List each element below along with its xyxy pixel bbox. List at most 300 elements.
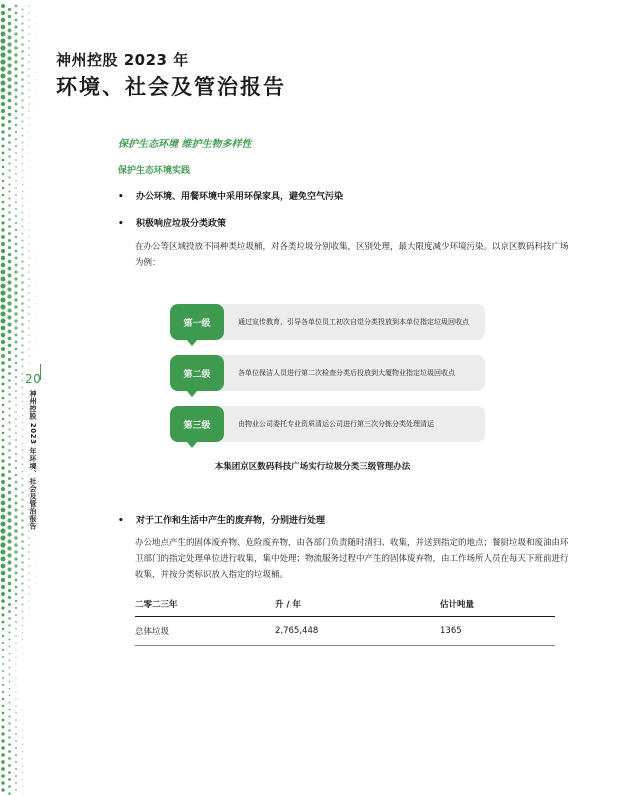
decorative-dot xyxy=(14,529,17,532)
decorative-dot xyxy=(2,152,5,155)
decorative-dot xyxy=(35,324,36,325)
decorative-dot xyxy=(14,326,17,329)
decorative-dot xyxy=(15,439,17,441)
decorative-dot xyxy=(35,282,36,283)
decorative-dot xyxy=(9,191,11,193)
decorative-dot xyxy=(15,362,17,364)
bullet-dot: • xyxy=(118,192,124,202)
decorative-dot xyxy=(1,592,5,596)
decorative-dot xyxy=(15,425,17,427)
decorative-dot xyxy=(35,30,36,31)
decorative-dot xyxy=(9,415,11,417)
decorative-dot xyxy=(28,607,29,608)
decorative-dot xyxy=(1,753,5,757)
decorative-dot xyxy=(29,160,30,161)
decorative-dot xyxy=(2,712,5,715)
table-header: 二零二三年 xyxy=(135,592,275,617)
decorative-dot xyxy=(29,174,30,175)
decorative-dot xyxy=(22,191,23,192)
decorative-dot xyxy=(15,474,17,476)
decorative-dot xyxy=(0,521,5,526)
decorative-dot xyxy=(21,533,24,536)
decorative-dot xyxy=(22,646,23,647)
decorative-dot xyxy=(2,383,5,386)
decorative-dot xyxy=(14,522,17,525)
decorative-dot xyxy=(1,739,4,742)
decorative-dot xyxy=(2,418,4,420)
decorative-dot xyxy=(28,348,29,349)
decorative-dot xyxy=(8,505,12,509)
decorative-dot xyxy=(8,197,10,199)
decorative-dot xyxy=(14,508,17,511)
decorative-dot xyxy=(15,348,18,351)
decorative-dot xyxy=(1,599,5,603)
decorative-dot xyxy=(2,628,4,630)
decorative-dot xyxy=(28,26,30,28)
decorative-dot xyxy=(9,639,11,641)
decorative-dot xyxy=(1,347,5,351)
section-heading: 保护生态环境 维护生物多样性 xyxy=(118,139,252,150)
decorative-dot xyxy=(22,366,24,368)
decorative-dot xyxy=(8,211,10,213)
decorative-dot xyxy=(21,43,24,46)
decorative-dot xyxy=(1,473,5,477)
decorative-dot xyxy=(2,208,5,211)
decorative-dot xyxy=(2,635,4,637)
decorative-dot xyxy=(1,487,5,491)
decorative-dot xyxy=(15,607,17,609)
bullet-text: 对于工作和生活中产生的废弃物，分别进行处理 xyxy=(136,516,326,526)
decorative-dot xyxy=(28,229,29,230)
decorative-dot xyxy=(8,589,11,592)
decorative-dot xyxy=(15,166,17,168)
decorative-dot xyxy=(1,109,5,113)
decorative-dot xyxy=(21,99,23,101)
decorative-dot xyxy=(1,88,6,93)
decorative-dot xyxy=(22,597,24,599)
decorative-dot xyxy=(22,163,23,164)
decorative-dot xyxy=(1,256,5,260)
decorative-dot xyxy=(8,386,10,388)
paragraph: 在办公等区域投放不同种类垃圾桶，对各类垃圾分别收集，区别处理，最大限度减少环境污染。以京区数码科技广场为例： xyxy=(135,242,569,268)
decorative-dot xyxy=(15,628,17,630)
decorative-dot xyxy=(21,547,24,550)
decorative-dot xyxy=(14,564,17,567)
decorative-dot xyxy=(1,123,5,127)
decorative-dot xyxy=(1,333,6,338)
decorative-dot xyxy=(8,22,12,26)
decorative-dot xyxy=(28,103,29,104)
decorative-dot xyxy=(22,751,23,752)
decorative-dot xyxy=(15,614,17,616)
decorative-dot xyxy=(28,68,30,70)
flow-step-tail xyxy=(186,441,198,448)
decorative-dot xyxy=(21,568,23,570)
decorative-dot xyxy=(29,195,30,196)
decorative-dot xyxy=(15,789,17,791)
decorative-dot xyxy=(16,671,17,672)
decorative-dot xyxy=(22,653,23,654)
decorative-dot xyxy=(15,12,18,15)
decorative-dot xyxy=(8,8,11,11)
decorative-dot xyxy=(8,15,12,19)
decorative-dot xyxy=(8,603,11,606)
decorative-dot xyxy=(8,484,11,487)
decorative-dot xyxy=(15,390,17,392)
decorative-dot xyxy=(29,622,30,623)
decorative-dot xyxy=(9,177,11,179)
decorative-dot xyxy=(1,571,6,576)
decorative-dot xyxy=(8,477,11,480)
decorative-dot xyxy=(21,302,24,305)
decorative-dot xyxy=(9,170,11,172)
decorative-dot xyxy=(1,760,5,764)
decorative-dot xyxy=(15,635,16,636)
decorative-dot xyxy=(9,632,11,634)
decorative-dot xyxy=(15,173,17,175)
decorative-dot xyxy=(1,732,4,735)
decorative-dot xyxy=(7,553,11,557)
decorative-dot xyxy=(1,354,5,358)
decorative-dot xyxy=(14,333,17,336)
decorative-dot xyxy=(15,698,16,699)
decorative-dot xyxy=(15,705,16,706)
decorative-dot xyxy=(15,376,17,378)
decorative-dot xyxy=(15,600,17,602)
decorative-dot xyxy=(22,730,23,731)
decorative-dot xyxy=(28,565,30,567)
decorative-dot xyxy=(16,664,17,665)
decorative-dot xyxy=(35,310,36,311)
decorative-dot xyxy=(1,788,4,791)
decorative-dot xyxy=(15,418,17,420)
decorative-dot xyxy=(9,674,10,675)
decorative-dot xyxy=(8,113,11,116)
decorative-dot xyxy=(14,32,17,35)
decorative-dot xyxy=(15,194,17,196)
decorative-dot xyxy=(29,188,30,189)
decorative-dot xyxy=(15,250,18,253)
decorative-dot xyxy=(28,222,29,223)
decorative-dot xyxy=(15,187,17,189)
decorative-dot xyxy=(21,337,23,339)
decorative-dot xyxy=(15,495,18,498)
decorative-dot xyxy=(2,446,5,449)
decorative-dot xyxy=(15,579,18,582)
decorative-dot xyxy=(35,569,36,570)
decorative-dot xyxy=(15,159,17,161)
decorative-dot xyxy=(7,518,11,522)
decorative-dot xyxy=(22,450,23,451)
decorative-dot xyxy=(14,571,17,574)
decorative-dot xyxy=(22,240,24,242)
decorative-dot xyxy=(28,306,30,308)
decorative-dot xyxy=(2,173,4,175)
decorative-dot xyxy=(35,65,36,66)
decorative-dot xyxy=(1,130,4,133)
decorative-dot xyxy=(22,793,23,794)
decorative-dot xyxy=(28,138,29,139)
decorative-dot xyxy=(15,656,16,657)
decorative-dot xyxy=(35,72,36,73)
decorative-dot xyxy=(21,22,23,24)
decorative-dot xyxy=(15,712,16,713)
decorative-dot xyxy=(8,253,12,257)
decorative-dot xyxy=(8,617,10,619)
decorative-dot xyxy=(8,750,11,753)
decorative-dot xyxy=(28,257,29,258)
bullet-item xyxy=(118,216,226,229)
decorative-dot xyxy=(28,579,29,580)
paragraph: 办公地点产生的固体废弃物、危险废弃物，由各部门负责随时清扫、收集，并送到指定的地点；餐厨垃圾和废油由环卫部门的指定处理单位进行收集，集中处理；物流服务过程中产生的固体废弃物，由工作场所人员在每天下班前进行收集，并按分类标识放入指定的垃圾桶。 xyxy=(135,538,569,580)
decorative-dot xyxy=(1,235,5,239)
decorative-dot xyxy=(2,621,5,624)
decorative-dot xyxy=(14,291,17,294)
decorative-dot xyxy=(1,515,6,520)
decorative-dot xyxy=(21,344,23,346)
decorative-dot xyxy=(21,589,23,591)
decorative-dot xyxy=(7,77,11,81)
decorative-dot xyxy=(21,512,23,514)
decorative-dot xyxy=(15,208,17,210)
decorative-dot xyxy=(14,46,17,49)
decorative-dot xyxy=(8,407,10,409)
decorative-dot xyxy=(28,124,29,125)
decorative-dot xyxy=(1,564,6,569)
decorative-dot xyxy=(8,239,11,242)
decorative-dot xyxy=(35,345,36,346)
flow-step-tag xyxy=(170,406,224,442)
decorative-dot xyxy=(22,121,24,123)
decorative-dot xyxy=(9,681,10,682)
decorative-dot xyxy=(1,116,5,120)
decorative-dot xyxy=(22,415,23,416)
decorative-dot xyxy=(21,519,24,522)
decorative-dot xyxy=(7,322,11,326)
decorative-dot xyxy=(35,79,36,80)
decorative-dot xyxy=(2,719,5,722)
decorative-dot xyxy=(15,432,17,434)
decorative-dot xyxy=(1,480,5,484)
decorative-dot xyxy=(14,263,17,266)
decorative-dot xyxy=(35,555,36,556)
decorative-dot xyxy=(0,66,5,71)
waste-table xyxy=(135,592,555,646)
decorative-dot xyxy=(28,264,30,266)
decorative-dot xyxy=(29,181,30,182)
decorative-dot xyxy=(28,236,29,237)
decorative-dot xyxy=(28,47,30,49)
decorative-dot xyxy=(28,292,30,294)
decorative-dot xyxy=(8,232,11,235)
decorative-dot xyxy=(9,702,11,704)
decorative-dot xyxy=(15,411,17,413)
decorative-dot xyxy=(2,684,4,686)
decorative-dot xyxy=(1,319,6,324)
decorative-dot xyxy=(28,82,30,84)
decorative-dot xyxy=(7,308,11,312)
decorative-dot xyxy=(35,58,36,59)
decorative-dot xyxy=(22,758,23,759)
decorative-dot xyxy=(22,737,23,738)
decorative-dot xyxy=(8,379,11,382)
decorative-dot xyxy=(1,228,4,231)
decorative-dot xyxy=(28,320,30,322)
decorative-dot xyxy=(14,270,17,273)
decorative-dot xyxy=(15,733,17,735)
decorative-dot xyxy=(1,585,5,589)
decorative-dot xyxy=(21,71,24,74)
decorative-dot xyxy=(1,361,5,365)
decorative-dot xyxy=(8,92,12,96)
decorative-dot xyxy=(9,653,11,655)
decorative-dot xyxy=(22,779,23,780)
flow-step xyxy=(170,355,485,391)
decorative-dot xyxy=(1,501,6,506)
decorative-dot xyxy=(15,152,17,154)
decorative-dot xyxy=(21,64,24,67)
decorative-dot xyxy=(22,443,23,444)
decorative-dot xyxy=(28,551,30,553)
decorative-dot xyxy=(8,127,11,130)
decorative-dot xyxy=(22,716,23,717)
decorative-dot xyxy=(35,338,36,339)
decorative-dot xyxy=(8,141,11,144)
flow-step-text: 各单位保洁人员进行第二次检查分类后投放到大厦物业指定垃圾回收点 xyxy=(238,368,455,377)
decorative-dot xyxy=(2,390,5,393)
decorative-dot xyxy=(28,530,30,532)
decorative-dot-pattern xyxy=(0,0,50,795)
flow-step-tag xyxy=(170,304,224,340)
decorative-dot xyxy=(2,404,4,406)
decorative-dot xyxy=(15,369,17,371)
flow-step-tail xyxy=(186,339,198,346)
decorative-dot xyxy=(2,691,4,693)
decorative-dot xyxy=(22,9,24,11)
decorative-dot xyxy=(8,29,12,33)
decorative-dot xyxy=(21,540,24,543)
decorative-dot xyxy=(28,61,30,63)
decorative-dot xyxy=(15,642,16,643)
decorative-dot xyxy=(21,15,23,17)
decorative-dot xyxy=(15,719,17,721)
decorative-dot xyxy=(1,81,6,86)
decorative-dot xyxy=(8,148,10,150)
decorative-dot xyxy=(15,383,17,385)
decorative-dot xyxy=(14,501,17,504)
decorative-dot xyxy=(21,316,24,319)
decorative-dot xyxy=(2,656,4,658)
decorative-dot xyxy=(14,312,17,315)
decorative-dot xyxy=(15,782,17,784)
decorative-dot xyxy=(1,606,4,609)
flow-step-tag-label: 第三级 xyxy=(183,420,211,431)
decorative-dot xyxy=(1,494,5,498)
decorative-dot xyxy=(28,19,30,21)
decorative-dot xyxy=(28,75,30,77)
bullet-dot: • xyxy=(118,516,124,526)
decorative-dot xyxy=(15,691,16,692)
decorative-dot xyxy=(7,287,11,291)
decorative-dot xyxy=(35,548,36,549)
decorative-dot xyxy=(2,397,5,400)
decorative-dot xyxy=(2,425,4,427)
decorative-dot xyxy=(2,642,4,644)
decorative-dot xyxy=(8,442,10,444)
decorative-dot xyxy=(22,639,23,640)
table-cell: 总体垃圾 xyxy=(135,617,275,646)
decorative-dot xyxy=(15,481,18,484)
decorative-dot xyxy=(16,678,17,679)
decorative-dot xyxy=(2,166,4,168)
decorative-dot xyxy=(2,698,4,700)
decorative-dot xyxy=(8,337,12,341)
decorative-dot xyxy=(8,596,11,599)
decorative-dot xyxy=(35,23,36,24)
table-header: 升 / 年 xyxy=(275,592,440,617)
decorative-dot xyxy=(8,491,12,495)
decorative-dot xyxy=(28,117,29,118)
decorative-dot xyxy=(15,243,18,246)
decorative-dot xyxy=(8,204,10,206)
decorative-dot xyxy=(28,33,30,35)
decorative-dot xyxy=(9,688,11,690)
decorative-dot xyxy=(29,209,30,210)
bullet-text: 办公环境、用餐环境中采用环保家具，避免空气污染 xyxy=(136,192,344,202)
decorative-dot xyxy=(8,449,10,451)
decorative-dot xyxy=(22,485,24,487)
decorative-dot xyxy=(28,271,30,273)
decorative-dot xyxy=(14,536,17,539)
decorative-dot xyxy=(0,45,5,50)
decorative-dot xyxy=(21,323,23,325)
decorative-dot xyxy=(15,215,17,217)
decorative-dot xyxy=(8,365,11,368)
decorative-dot xyxy=(22,247,24,249)
decorative-dot xyxy=(35,107,36,108)
decorative-dot xyxy=(21,526,24,529)
decorative-dot xyxy=(35,16,36,17)
decorative-dot xyxy=(22,632,23,633)
decorative-dot xyxy=(15,341,18,344)
decorative-dot xyxy=(28,285,30,287)
decorative-dot xyxy=(35,534,36,535)
decorative-dot xyxy=(8,757,11,760)
decorative-dot xyxy=(7,315,11,319)
decorative-dot xyxy=(1,270,6,275)
decorative-dot xyxy=(15,201,17,203)
decorative-dot xyxy=(15,397,17,399)
decorative-dot xyxy=(14,319,17,322)
decorative-dot xyxy=(1,781,5,785)
decorative-dot xyxy=(1,95,6,100)
decorative-dot xyxy=(22,373,24,375)
decorative-dot xyxy=(7,84,11,88)
decorative-dot xyxy=(15,110,18,113)
decorative-dot xyxy=(15,761,17,763)
decorative-dot xyxy=(15,222,17,224)
decorative-dot xyxy=(2,663,4,665)
decorative-dot xyxy=(0,52,5,57)
decorative-dot xyxy=(15,355,18,358)
decorative-dot xyxy=(22,744,23,745)
decorative-dot xyxy=(22,156,23,157)
decorative-dot xyxy=(14,88,17,91)
decorative-dot xyxy=(2,159,5,162)
decorative-dot xyxy=(22,625,23,626)
decorative-dot xyxy=(2,194,4,196)
decorative-dot xyxy=(8,99,12,103)
